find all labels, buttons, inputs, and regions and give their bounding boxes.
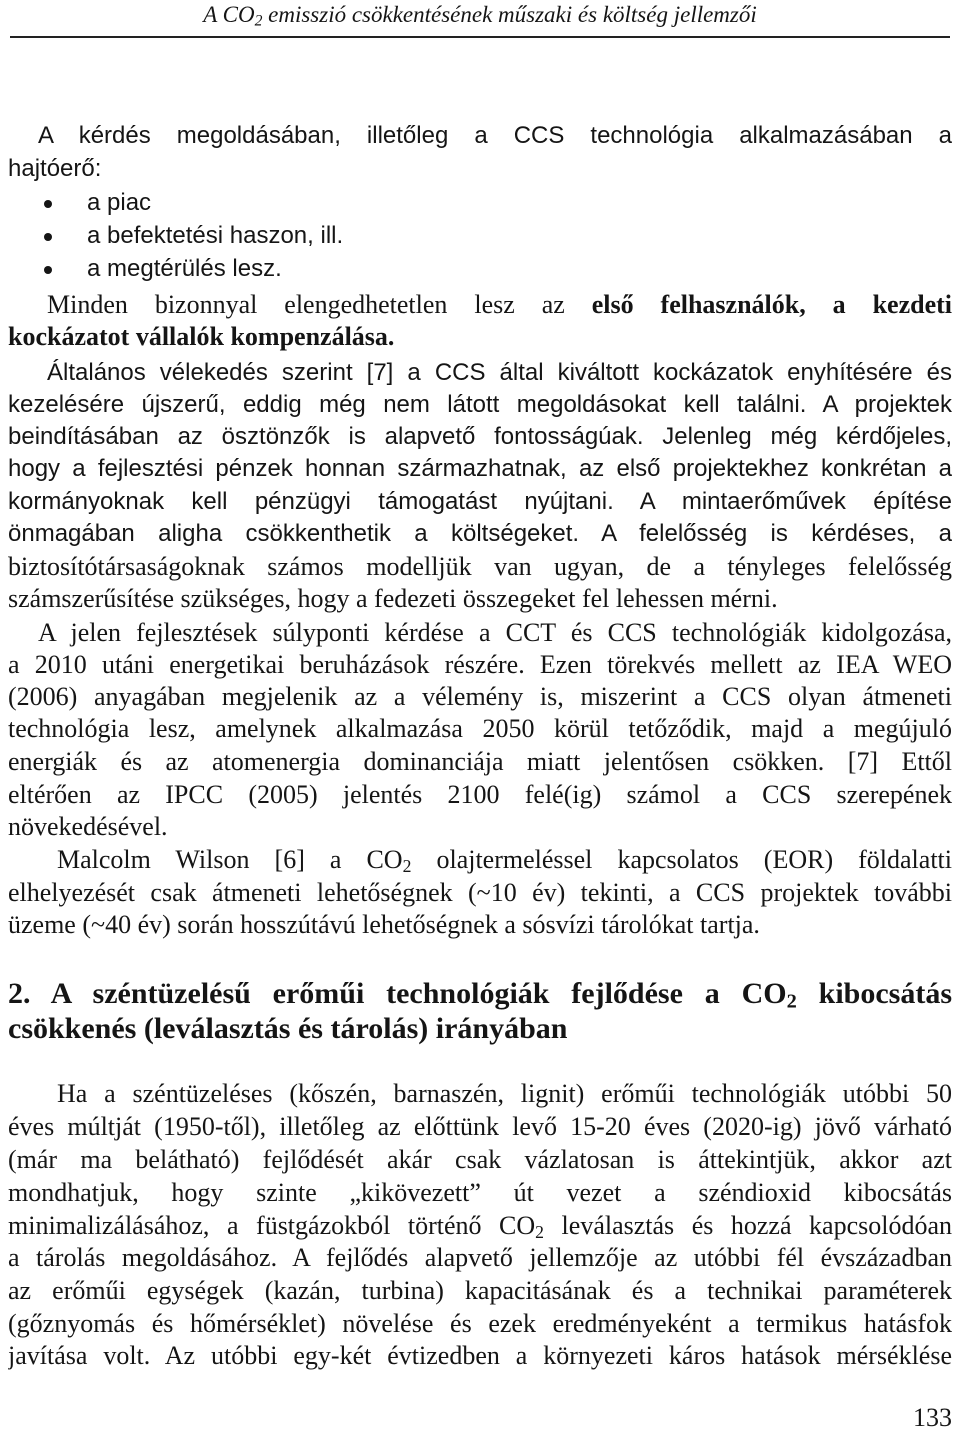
section-heading-text-end: kibocsátás <box>796 977 952 1010</box>
paragraph-line: technológia lesz, amelynek alkalmazása 2050 körül tetőződik, majd a megújuló <box>8 714 952 743</box>
paragraph-line: beindításában az ösztönzők is alapvető fontosságúak. Jelenleg még kérdőjeles, <box>8 423 952 450</box>
paragraph-line: hajtóerő: <box>8 155 102 182</box>
paragraph-line: (gőznyomás és hőmérséklet) növelése és ezek eredményeként a termikus hatásfok <box>8 1309 952 1338</box>
paragraph-line: kormányoknak kell pénzügyi támogatást nyújtani. A mintaerőművek építése <box>8 488 952 515</box>
paragraph-line: A jelen fejlesztések súlyponti kérdése a CCT és CCS technológiák kidolgozása, <box>38 618 952 647</box>
paragraph-line: számszerűsítése szükséges, hogy a fedezeti összegeket fel lehessen mérni. <box>8 584 778 613</box>
paragraph-line: elhelyezését csak átmeneti lehetőségnek (~10 év) tekinti, a CCS projektek további <box>8 878 952 907</box>
bullet-icon <box>44 266 52 274</box>
paragraph-line: hogy a fejlesztési pénzek honnan származhatnak, az első projektekhez konkrétan a <box>8 455 952 482</box>
running-header-subscript: 2 <box>254 12 263 29</box>
paragraph-line: (2006) anyagában megjelenik az a vélemény is, miszerint a CCS olyan átmeneti <box>8 682 952 711</box>
running-header-text-end: emisszió csökkentésének műszaki és költség jellemzői <box>262 2 757 27</box>
bullet-text: a befektetési haszon, ill. <box>87 222 344 249</box>
paragraph-line: (már ma belátható) fejlődését akár csak vázlatosan is áttekintjük, akkor azt <box>8 1145 952 1174</box>
paragraph-line: az erőműi egységek (kazán, turbina) kapacitásának és a technikai paraméterek <box>8 1276 952 1305</box>
subscript-text: 2 <box>402 855 412 876</box>
paragraph-line: eltérően az IPCC (2005) jelentés 2100 felé(ig) számol a CCS szerepének <box>8 780 952 809</box>
running-header <box>0 1 960 29</box>
paragraph-line: kezelésére újszerű, eddig még nem látott megoldásokat kell találni. A projektek <box>8 391 952 418</box>
emphasis-bold-text: első felhasználók, a kezdeti <box>591 290 952 319</box>
paragraph-line: javítása volt. Az utóbbi egy-két évtizedben a környezeti káros hatások mérséklése <box>8 1341 952 1370</box>
paragraph-line: Általános vélekedés szerint [7] a CCS által kiváltott kockázatok enyhítésére és <box>47 359 952 386</box>
bullet-text: a piac <box>87 189 152 216</box>
emphasis-line <box>47 289 952 321</box>
line-text: Malcolm Wilson [6] a CO <box>57 845 403 874</box>
paragraph-line: növekedésével. <box>8 812 168 841</box>
paragraph-line <box>8 1210 952 1242</box>
bullet-item <box>40 187 640 219</box>
bullet-text: a megtérülés lesz. <box>87 255 282 282</box>
paragraph-line: A kérdés megoldásában, illetőleg a CCS technológia alkalmazásában a <box>38 122 952 149</box>
page-number: 133 <box>913 1403 952 1430</box>
line-text: leválasztás és hozzá kapcsolódóan <box>544 1211 952 1240</box>
section-heading-line-2: csökkenés (leválasztás és tárolás) irányában <box>8 1012 568 1045</box>
paragraph-line: önmagában aligha csökkenthetik a költségeket. A felelősség is kérdéses, a <box>8 520 952 547</box>
running-header-text: A CO <box>203 2 255 27</box>
paragraph-line: üzeme (~40 év) során hosszútávú lehetőségnek a sósvízi tárolókat tartja. <box>8 910 760 939</box>
paragraph-line: a 2010 utáni energetikai beruházások részére. Ezen törekvés mellett az IEA WEO <box>8 650 952 679</box>
emphasis-bold-line: kockázatot vállalók kompenzálása. <box>8 322 395 351</box>
paragraph-line: biztosítótársaságoknak számos modelljük van ugyan, de a tényleges felelősség <box>8 552 952 581</box>
paragraph-line: éves múltját (1950-től), illetőleg az előttünk levő 15-20 éves (2020-ig) jövő várható <box>8 1112 952 1141</box>
paragraph-line: mondhatjuk, hogy szinte „kikövezett” út vezet a széndioxid kibocsátás <box>8 1178 952 1207</box>
section-heading-subscript: 2 <box>786 990 797 1013</box>
bullet-item <box>40 220 640 252</box>
section-heading <box>8 975 952 1013</box>
line-text: minimalizálásához, a füstgázokból történő CO <box>8 1211 536 1240</box>
subscript-text: 2 <box>535 1221 545 1242</box>
section-heading-text: 2. A széntüzelésű erőműi technológiák fejlődése a CO <box>8 977 787 1010</box>
bullet-icon <box>44 200 52 208</box>
bullet-icon <box>44 233 52 241</box>
paragraph-line: Ha a széntüzeléses (kőszén, barnaszén, lignit) erőműi technológiák utóbbi 50 <box>57 1079 952 1108</box>
paragraph-line: energiák és az atomenergia dominanciája miatt jelentősen csökken. [7] Ettől <box>8 747 952 776</box>
paragraph-line: a tárolás megoldásához. A fejlődés alapvető jellemzője az utóbbi fél évszázadban <box>8 1243 952 1272</box>
line-text: olajtermeléssel kapcsolatos (EOR) földalatti <box>411 845 952 874</box>
emphasis-text: Minden bizonnyal elengedhetetlen lesz az <box>47 290 592 319</box>
paragraph-line <box>57 844 952 876</box>
header-rule <box>10 36 950 38</box>
bullet-item <box>40 253 640 285</box>
